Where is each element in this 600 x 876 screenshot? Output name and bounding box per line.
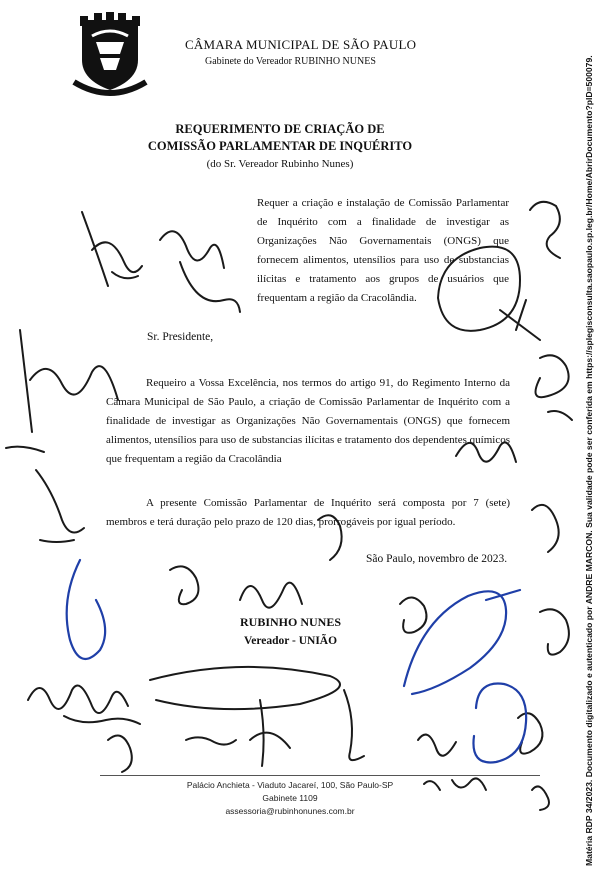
- salutation: Sr. Presidente,: [147, 331, 214, 343]
- signature-mark: [112, 272, 138, 278]
- office-name: Gabinete do Vereador RUBINHO NUNES: [205, 56, 376, 67]
- document-title-line2: COMISSÃO PARLAMENTAR DE INQUÉRITO: [147, 139, 413, 153]
- footer-office: Gabinete 1109: [262, 793, 318, 803]
- signature-mark-blue: [404, 591, 506, 694]
- signature-mark: [150, 667, 340, 709]
- signature-mark: [518, 713, 542, 753]
- signature-mark: [20, 330, 118, 432]
- request-summary: Requer a criação e instalação de Comissão Parlamentar de Inquérito com a finalidade de investigar as Organizações Não Governamentais (ONGS) que fornecem alimentos, utensílios para uso de substancias ilícitas e tratamento aos grupos de usuários que frequentam a região da Cracolândia.: [257, 197, 509, 304]
- body-paragraph-1: Requeiro a Vossa Excelência, nos termos do artigo 91, do Regimento Interno da Câmara Municipal de São Paulo, a criação de Comissão Parlamentar de Inquérito com a finalidade de investigar as Organizações Não Governamentais (ONGS) que fornecem alimentos, utensílios para uso de substancias ilícitas e tratamento dos dependentes químicos que frequentam a região da Cracolândia: [106, 377, 510, 465]
- signature-mark: [418, 735, 456, 756]
- signature-mark: [160, 231, 224, 268]
- signature-mark: [400, 597, 426, 632]
- signature-mark: [6, 447, 44, 452]
- sao-paulo-coat-of-arms-icon: [70, 12, 150, 98]
- signature-mark: [108, 736, 132, 773]
- signature-mark: [186, 737, 236, 744]
- signature-mark: [548, 411, 572, 420]
- signature-mark: [540, 609, 569, 654]
- body-paragraph-2: A presente Comissão Parlamentar de Inquérito será composta por 7 (sete) membros e terá duração pelo prazo de 120 dias, prorrogáveis por igual período.: [106, 497, 510, 528]
- signature-mark: [240, 583, 302, 608]
- signature-mark: [28, 686, 128, 713]
- author-line: (do Sr. Vereador Rubinho Nunes): [206, 158, 354, 170]
- authentication-text: Matéria RDP 34/2023. Documento digitalizado e autenticado por ANDRE MARCON. Sua validade pode ser conferida em https://splegisconsulta.saopaulo.sp.leg.br/Home/AbrirDocumento?pID=500079.: [584, 55, 594, 866]
- footer-email: assessoria@rubinhonunes.com.br: [225, 806, 355, 816]
- signatory-name: RUBINHO NUNES: [240, 615, 342, 629]
- institution-name: CÂMARA MUNICIPAL DE SÃO PAULO: [185, 37, 417, 52]
- signatory-role: Vereador - UNIÃO: [244, 635, 338, 647]
- footer-divider: [100, 775, 540, 776]
- signature-mark: [170, 566, 198, 604]
- signature-mark: [82, 212, 142, 286]
- signature-mark: [36, 470, 84, 542]
- footer-address: Palácio Anchieta - Viaduto Jacareí, 100, São Paulo-SP: [186, 780, 394, 790]
- signature-mark: [250, 700, 290, 766]
- signature-mark: [536, 355, 569, 397]
- signature-mark: [64, 716, 140, 724]
- document-title-line1: REQUERIMENTO DE CRIAÇÃO DE: [175, 122, 385, 136]
- date-line: São Paulo, novembro de 2023.: [366, 553, 508, 565]
- authentication-sidebar: [580, 0, 598, 876]
- signature-mark: [530, 202, 560, 258]
- signature-mark: [532, 505, 559, 552]
- signature-mark: [180, 262, 240, 312]
- signature-mark-blue: [486, 590, 520, 600]
- signature-mark-blue: [67, 560, 105, 659]
- signature-mark-blue: [473, 684, 526, 763]
- signature-mark: [344, 690, 364, 760]
